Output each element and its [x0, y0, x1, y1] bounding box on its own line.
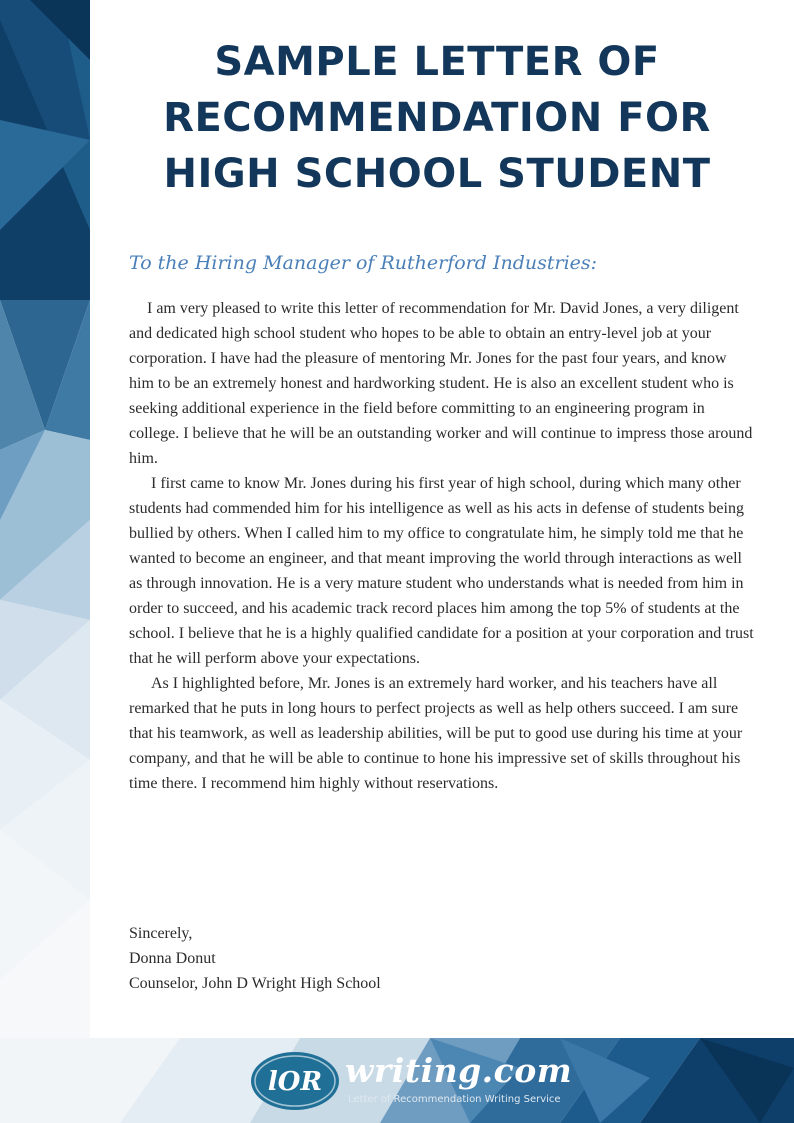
- paragraph-2: I first came to know Mr. Jones during his first year of high school, during which many other students had commended him for his intelligence as well as his acts in defense of students being bullied by others. When I called him to my office to congratulate him, he simply told me that he wanted to become an engineer, and that meant improving the world through interactions as well as through innovation. He is a very mature student who understands what is needed from him in order to succeed, and his academic track record places him among the top 5% of students at the school. I believe that he is a highly qualified candidate for a position at your corporation and trust that he will perform above your expectations.: [129, 475, 754, 667]
- logo-badge-text: lOR: [267, 1067, 323, 1097]
- salutation: To the Hiring Manager of Rutherford Industries:: [129, 252, 598, 274]
- logo-wordmark: writing.com: [345, 1051, 573, 1090]
- signer-name: Donna Donut: [129, 950, 216, 967]
- closing: Sincerely,: [129, 925, 193, 942]
- logo-tagline: Letter of Recommendation Writing Service: [348, 1094, 561, 1105]
- logo-badge-icon: [250, 1051, 340, 1111]
- letter-body: [129, 296, 754, 796]
- brand-logo: [250, 1050, 573, 1114]
- left-decorative-pattern: [0, 0, 90, 1123]
- signer-title: Counselor, John D Wright High School: [129, 975, 381, 992]
- page-title: SAMPLE LETTER OF RECOMMENDATION FOR HIGH SCHOOL STUDENT: [163, 39, 711, 197]
- signature-block: [129, 921, 381, 996]
- paragraph-3: As I highlighted before, Mr. Jones is an extremely hard worker, and his teachers have all remarked that he puts in long hours to perfect projects as well as help others succeed. I am sure that his teamwork, as well as leadership abilities, will be put to good use during his time at your company, and that he will be able to continue to hone his impressive set of skills throughout his time there. I recommend him highly without reservations.: [129, 675, 743, 792]
- paragraph-1: I am very pleased to write this letter of recommendation for Mr. David Jones, a very diligent and dedicated high school student who hopes to be able to obtain an entry-level job at your corporation. I have had the pleasure of mentoring Mr. Jones for the past four years, and know him to be an extremely honest and hardworking student. He is also an excellent student who is seeking additional experience in the field before committing to an engineering program in college. I believe that he will be an outstanding worker and will continue to impress those around him.: [129, 300, 753, 467]
